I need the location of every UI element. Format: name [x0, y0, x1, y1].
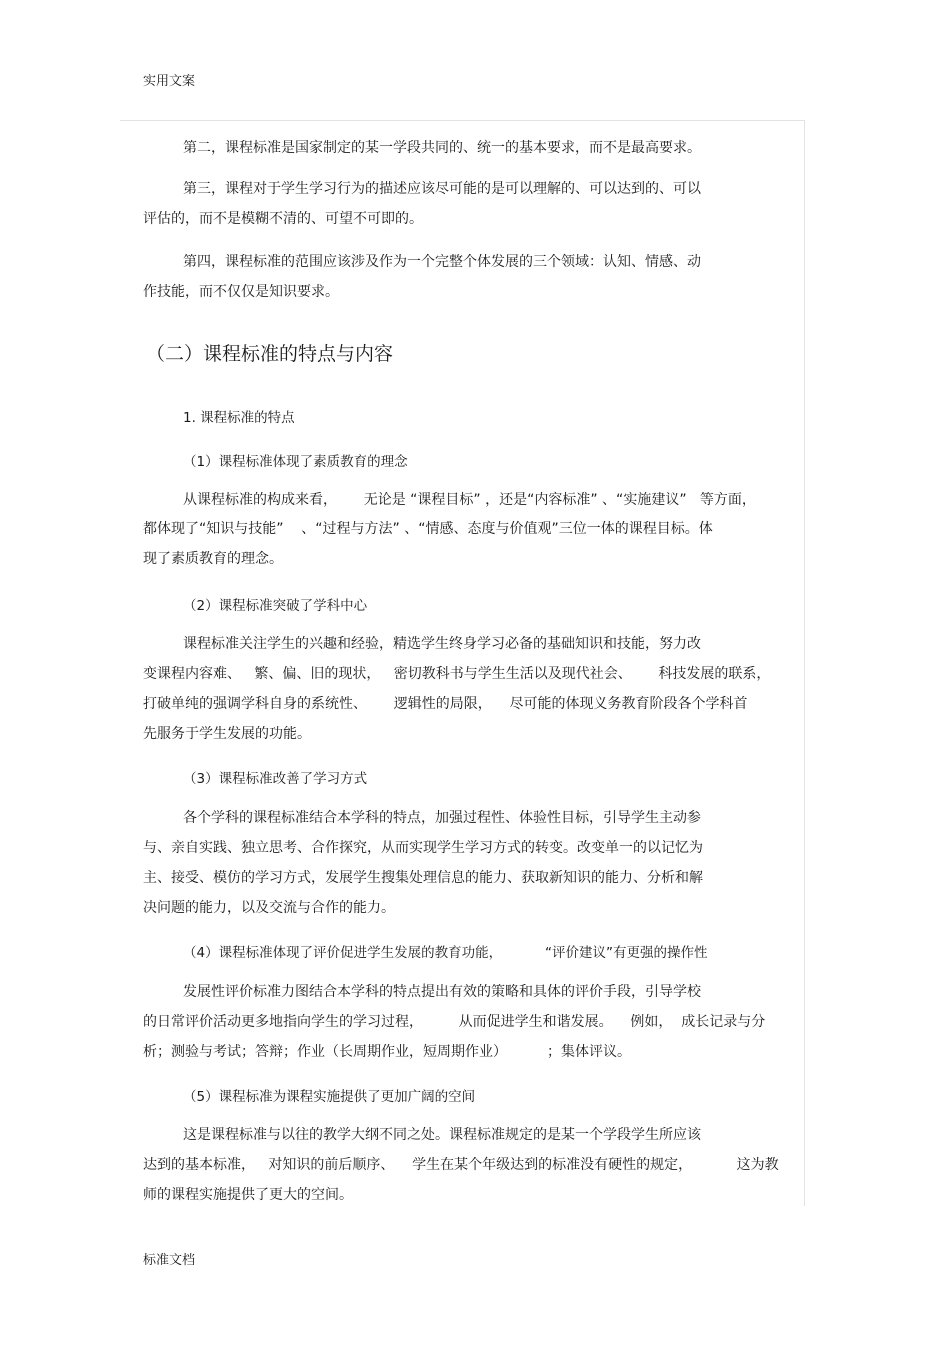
- paragraph-line: 评估的，而不是模糊不清的、可望不可即的。: [143, 211, 423, 227]
- paragraph-line: 的日常评价活动更多地指向学生的学习过程， 从而促进学生和谐发展。 例如， 成长记录与分: [143, 1014, 766, 1030]
- paragraph-line: 先服务于学生发展的功能。: [143, 726, 311, 742]
- paragraph-line: 现了素质教育的理念。: [143, 551, 283, 567]
- paragraph-line: 作技能，而不仅仅是知识要求。: [143, 284, 339, 300]
- paragraph-line: 析；测验与考试；答辩；作业（长周期作业，短周期作业） ；集体评议。: [143, 1044, 632, 1060]
- section-title: （二）课程标准的特点与内容: [146, 343, 394, 365]
- subsection-title: 1. 课程标准的特点: [183, 410, 295, 426]
- paragraph-line: 达到的基本标准， 对知识的前后顺序、 学生在某个年级达到的标准没有硬性的规定， 这为教: [143, 1157, 779, 1173]
- item-title: （3）课程标准改善了学习方式: [183, 771, 368, 787]
- paragraph-line: 从课程标准的构成来看， 无论是 “课程目标” ，还是“内容标准” 、“实施建议” 等方面，: [183, 492, 756, 508]
- paragraph-line: 都体现了“知识与技能” 、“过程与方法” 、“情感、态度与价值观”三位一体的课程目标。体: [143, 521, 713, 537]
- paragraph-line: 课程标准关注学生的兴趣和经验，精选学生终身学习必备的基础知识和技能，努力改: [183, 636, 701, 652]
- page-header: 实用文案: [143, 74, 196, 89]
- paragraph-line: 第三，课程对于学生学习行为的描述应该尽可能的是可以理解的、可以达到的、可以: [183, 181, 701, 197]
- paragraph-line: 第二，课程标准是国家制定的某一学段共同的、统一的基本要求，而不是最高要求。: [183, 140, 701, 156]
- paragraph-line: 发展性评价标准力图结合本学科的特点提出有效的策略和具体的评价手段，引导学校: [183, 984, 701, 1000]
- page-footer: 标准文档: [143, 1253, 196, 1268]
- paragraph-line: 第四，课程标准的范围应该涉及作为一个完整个体发展的三个领域：认知、情感、动: [183, 254, 701, 270]
- item-title: （1）课程标准体现了素质教育的理念: [183, 454, 408, 470]
- paragraph-line: 师的课程实施提供了更大的空间。: [143, 1187, 353, 1203]
- paragraph-line: 变课程内容难、 繁、偏、旧的现状， 密切教科书与学生生活以及现代社会、 科技发展的联系，: [143, 666, 771, 682]
- paragraph-line: 主、接受、模仿的学习方式，发展学生搜集处理信息的能力、获取新知识的能力、分析和解: [143, 870, 703, 886]
- paragraph-line: 与、亲自实践、独立思考、合作探究，从而实现学生学习方式的转变。改变单一的以记忆为: [143, 840, 703, 856]
- paragraph-line: 决问题的能力，以及交流与合作的能力。: [143, 900, 395, 916]
- paragraph-line: 各个学科的课程标准结合本学科的特点，加强过程性、体验性目标，引导学生主动参: [183, 810, 701, 826]
- paragraph-line: 打破单纯的强调学科自身的系统性、 逻辑性的局限， 尽可能的体现义务教育阶段各个学科首: [143, 696, 748, 712]
- item-title: （4）课程标准体现了评价促进学生发展的教育功能， “评价建议”有更强的操作性: [183, 945, 708, 961]
- paragraph-line: 这是课程标准与以往的教学大纲不同之处。课程标准规定的是某一个学段学生所应该: [183, 1127, 701, 1143]
- item-title: （2）课程标准突破了学科中心: [183, 598, 368, 614]
- item-title: （5）课程标准为课程实施提供了更加广阔的空间: [183, 1089, 476, 1105]
